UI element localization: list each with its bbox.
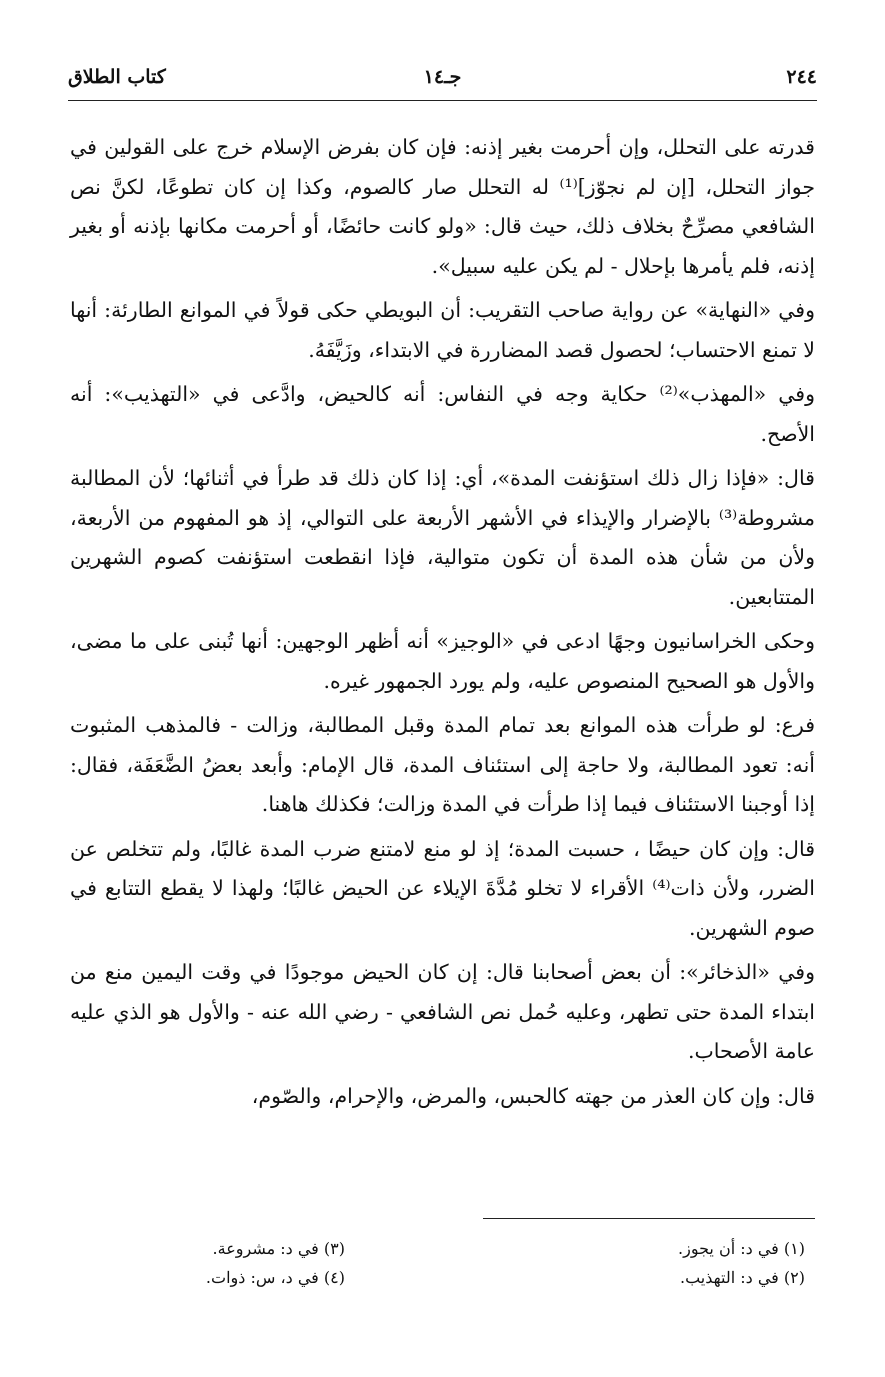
footnote-divider xyxy=(483,1218,815,1219)
footnote: (٤) في د، س: ذوات. xyxy=(205,1268,345,1287)
page-number: ٢٤٤ xyxy=(786,66,817,88)
page-header xyxy=(68,60,817,100)
paragraph: قال: وإن كان حيضًا ، حسبت المدة؛ إذ لو منع لامتنع ضرب المدة غالبًا، ولم تتخلص عن الضرر، ولأن ذات⁽⁴⁾ الأقراء لا تخلو مُدَّةَ الإيلاء عن الحيض غالبًا؛ ولهذا لا يقطع التتابع في صوم الشهرين. xyxy=(70,836,815,940)
paragraph: وحكى الخراسانيون وجهًا ادعى في «الوجيز» أنه أظهر الوجهين: أنها تُبنى على ما مضى، والأول هو الصحيح المنصوص عليه، ولم يورد الجمهور غيره. xyxy=(70,629,815,693)
footnote: (١) في د: أن يجوز. xyxy=(678,1239,805,1258)
paragraph: قدرته على التحلل، وإن أحرمت بغير إذنه: فإن كان بفرض الإسلام خرج على القولين في جواز التحلل، [إن لم نجوّز]⁽¹⁾ له التحلل صار كالصوم، وكذا إن كان تطوعًا، لكنَّ نص الشافعي مصرِّحٌ بخلاف ذلك، حيث قال: «ولو كانت حائضًا، أو أحرمت مكانها بإذنه أو بغير إذنه، فلم يأمرها بإحلال - لم يكن عليه سبيل». xyxy=(70,135,816,278)
footnote: (٢) في د: التهذيب. xyxy=(679,1268,805,1287)
paragraph: وفي «الذخائر»: أن بعض أصحابنا قال: إن كان الحيض موجودًا في وقت اليمين منع من ابتداء المدة حتى تطهر، وعليه حُمل نص الشافعي - رضي الله عنه - والأول هو الذي عليه عامة الأصحاب. xyxy=(70,960,815,1063)
volume-label: جـ١٤ xyxy=(423,66,462,88)
footnote: (٣) في د: مشروعة. xyxy=(212,1239,345,1258)
header-divider xyxy=(68,100,817,101)
paragraph: وفي «المهذب»⁽²⁾ حكاية وجه في النفاس: أنه كالحيض، وادَّعى في «التهذيب»: أنه الأصح. xyxy=(70,382,815,446)
footnote-column-right xyxy=(507,1234,805,1292)
main-text xyxy=(70,128,815,1121)
book-title: كتاب الطلاق xyxy=(68,66,166,88)
footnote-column-left xyxy=(47,1234,345,1292)
paragraph: فرع: لو طرأت هذه الموانع بعد تمام المدة وقبل المطالبة، وزالت - فالمذهب المثبوت أنه: تعود المطالبة، ولا حاجة إلى استئناف المدة، قال الإمام: وأبعد بعضُ الضَّعَفَة، فقال: إذا أوجبنا الاستئناف فيما إذا طرأت في المدة وزالت؛ فكذلك هاهنا. xyxy=(70,713,815,816)
paragraph: قال: وإن كان العذر من جهته كالحبس، والمرض، والإحرام، والصّوم، xyxy=(251,1083,815,1108)
paragraph: وفي «النهاية» عن رواية صاحب التقريب: أن البويطي حكى قولاً في الموانع الطارئة: أنها لا تمنع الاحتساب؛ لحصول قصد المضاررة في الابتداء، وزَيَّفَهُ. xyxy=(70,298,815,362)
paragraph: قال: «فإذا زال ذلك استؤنفت المدة»، أي: إذا كان ذلك قد طرأ في أثنائها؛ لأن المطالبة مشروطة⁽³⁾ بالإضرار والإيذاء في الأشهر الأربعة على التوالي، إذ هو المفهوم من الأربعة، ولأن من شأن هذه المدة أن تكون متوالية، فإذا انقطعت استؤنفت كصوم الشهرين المتتابعين. xyxy=(70,466,815,609)
